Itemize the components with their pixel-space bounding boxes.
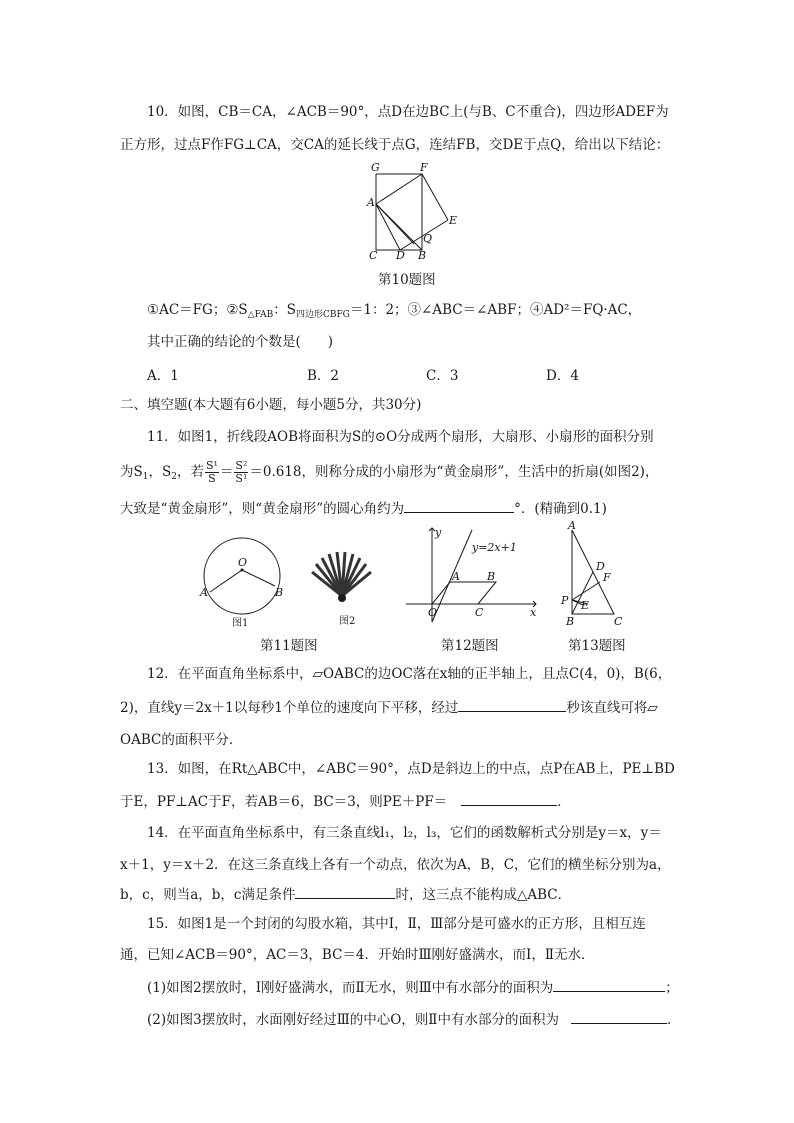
q10-label-A: A [367, 196, 375, 209]
q15-sub1: (1)如图2摆放时，Ⅰ刚好盛满水，而Ⅱ无水，则Ⅲ中有水部分的面积为 ； [147, 977, 679, 998]
q13-answer-blank[interactable] [461, 791, 557, 806]
q10-option-b[interactable]: B．2 [307, 368, 340, 384]
q11-label-B: B [275, 586, 284, 599]
q11-figure1 [198, 534, 288, 630]
q13-line1: 13．如图，在Rt△ABC中，∠ABC＝90°，点D是斜边上的中点，点P在AB上，PE⊥BD [147, 761, 675, 777]
q14-line2: x＋1，y＝x＋2．在这三条直线上各有一个动点，依次为A，B，C，它们的横坐标分别为a， [120, 857, 671, 873]
q11-figure-caption: 第11题图 [260, 638, 318, 654]
q13-label-C: C [614, 615, 623, 628]
q12-label-O: O [428, 606, 438, 619]
q10-figure [362, 160, 464, 260]
q10-line1: 10．如图，CB＝CA，∠ACB＝90°，点D在边BC上(与B、C不重合)，四边形ADEF为 [147, 104, 669, 120]
q13-figure-caption: 第13题图 [568, 638, 626, 654]
section2-heading: 二、填空题(本大题有6小题，每小题5分，共30分) [120, 397, 422, 413]
q15-line2: 通，已知∠ACB＝90°，AC＝3，BC＝4．开始时Ⅲ刚好盛满水，而Ⅰ，Ⅱ无水． [120, 947, 595, 963]
q15-line1: 15．如图1是一个封闭的勾股水箱，其中Ⅰ，Ⅱ，Ⅲ部分是可盛水的正方形，且相互连 [147, 916, 646, 932]
q10-conclusions: ①AC＝FG；$②S_{\triangle FAB}$：$S_{四边形CBFG}=1$：2；③∠ABC＝∠ABF；④AD²＝FQ·AC， [147, 302, 642, 320]
q13-line2: 于E，PF⊥AC于F，若AB＝6，BC＝3，则PE＋PF＝ ． [120, 791, 571, 812]
q10-option-a[interactable]: A．1 [147, 368, 179, 384]
q10-line2: 正方形，过点F作FG⊥CA，交CA的延长线于点G，连结FB，交DE于点Q，给出以下结论： [120, 137, 670, 153]
q12-label-x: x [530, 606, 537, 619]
q11-frac2: $\frac{\text{S²}}{\text{S¹}}$ [235, 459, 248, 485]
q10-label-E: E [449, 214, 458, 227]
q11-line3: 大致是“黄金扇形”，则“黄金扇形”的圆心角约为 °．(精确到0.1) [120, 498, 607, 519]
q10-option-c[interactable]: C．3 [426, 368, 459, 384]
q10-label-G: G [371, 161, 380, 174]
q10-square-outline [376, 174, 422, 250]
q12-line3: OABC的面积平分． [120, 732, 243, 748]
q12-figure [402, 524, 542, 626]
q10-figure-caption: 第10题图 [378, 272, 436, 288]
q12-label-line: y=2x+1 [472, 541, 517, 554]
q12-answer-blank[interactable] [458, 697, 566, 712]
q10-label-B: B [418, 249, 427, 260]
q15-sub1-answer-blank[interactable] [553, 977, 665, 992]
q11-line1: 11．如图1，折线段AOB将面积为S的⊙O分成两个扇形，大扇形、小扇形的面积分别 [147, 429, 654, 445]
q13-label-D: D [596, 560, 605, 573]
q10-label-C: C [369, 249, 378, 260]
q11-fig2-label: 图2 [339, 616, 356, 627]
q14-line3: b，c，则当a，b，c满足条件 时，这三点不能构成△ABC． [120, 884, 571, 905]
q12-line2: 2)，直线y＝2x＋1以每秒1个单位的速度向下平移，经过 秒该直线可将▱ [120, 697, 658, 718]
q11-answer-blank[interactable] [404, 498, 514, 513]
q10-question: 其中正确的结论的个数是( ) [147, 334, 334, 350]
q14-line1: 14．在平面直角坐标系中，有三条直线l₁，l₂，l₃，它们的函数解析式分别是y＝x，y＝ [147, 825, 662, 841]
q14-answer-blank[interactable] [295, 884, 395, 899]
q12-label-C: C [475, 606, 484, 619]
q11-label-O: O [238, 556, 248, 569]
q15-sub2-answer-blank[interactable] [571, 1009, 667, 1024]
q12-label-B: B [487, 570, 496, 583]
q10-label-F: F [420, 161, 428, 174]
q11-fig1-label: 图1 [232, 618, 249, 629]
q13-label-F: F [603, 571, 611, 584]
q11-frac1: $\frac{\text{S¹}}{S}$ [205, 459, 218, 485]
q13-label-P: P [561, 594, 569, 607]
q13-label-A: A [568, 520, 576, 532]
q13-label-B: B [566, 615, 575, 628]
q10-label-D: D [396, 249, 405, 260]
q10-label-Q: Q [423, 232, 433, 245]
q12-figure-caption: 第12题图 [441, 638, 499, 654]
q12-label-A: A [452, 570, 460, 583]
q15-sub2: (2)如图3摆放时，水面刚好经过Ⅲ的中心O，则Ⅱ中有水部分的面积为 ． [147, 1009, 680, 1030]
q11-label-A: A [200, 586, 208, 599]
q13-label-E: E [581, 599, 590, 612]
q12-label-y: y [435, 526, 442, 539]
q13-figure [558, 520, 638, 628]
q11-figure2-fan [302, 548, 382, 630]
q12-line1: 12．在平面直角坐标系中，▱OABC的边OC落在x轴的正半轴上，且点C(4，0)，B(6， [147, 666, 672, 682]
q11-line2: 为$S_1$，$S_2$，若 $\frac{\text{S¹}}{S}$ ＝ $\frac{\text{S²}}{\text{S¹}}$ ＝0.618，则称分成的小扇形为“黄金扇形”，生活中的折扇(如图2)， [120, 459, 659, 485]
q10-option-d[interactable]: D．4 [546, 368, 579, 384]
